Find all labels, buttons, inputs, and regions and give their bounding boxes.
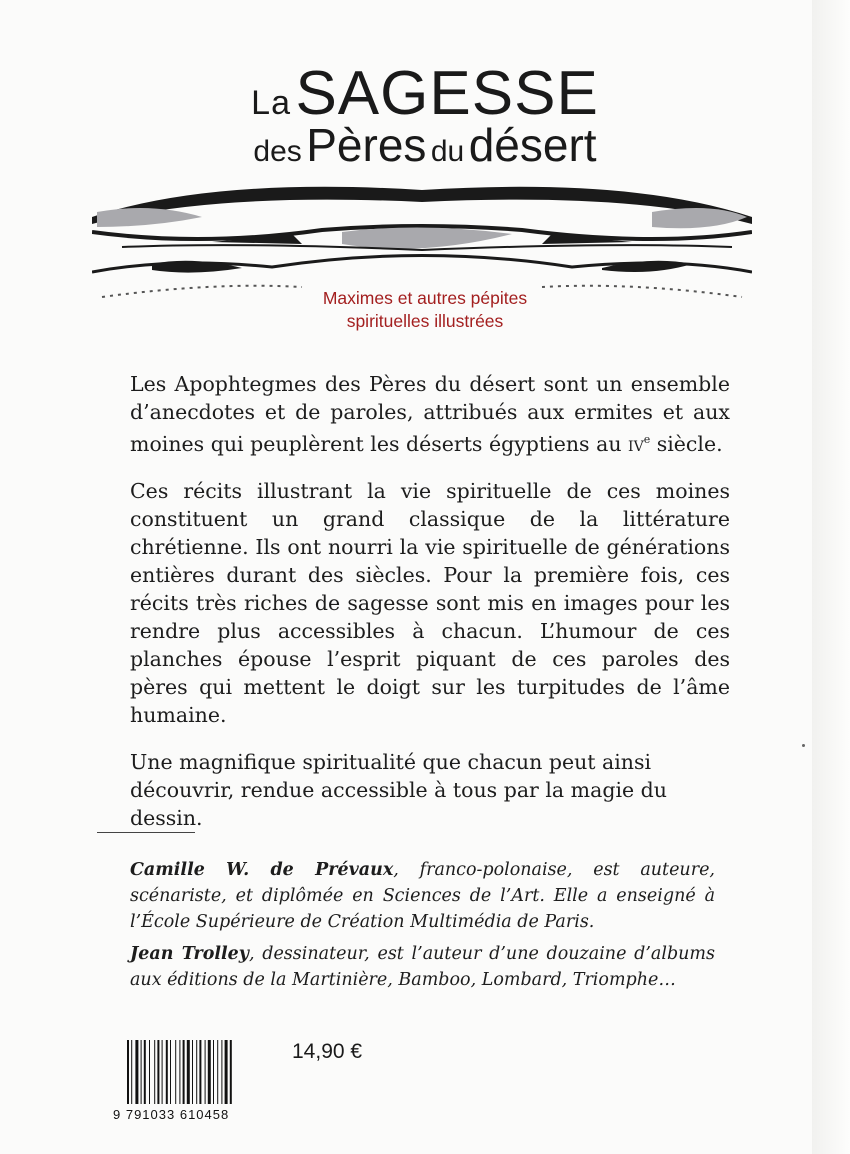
subtitle-line-1: Maximes et autres pépites — [322, 288, 528, 308]
title-word-du: du — [430, 135, 465, 168]
title-line-1 — [0, 58, 850, 128]
barcode — [125, 1040, 265, 1112]
speck — [802, 744, 805, 747]
page-edge-shadow — [812, 0, 850, 1154]
divider — [97, 832, 195, 833]
title-word-peres: Pères — [306, 119, 427, 171]
title-word-desert: désert — [468, 119, 597, 171]
author-bios — [130, 857, 715, 999]
paragraph-1-text: Les Apophtegmes des Pères du désert sont un ensemble d’anecdotes et de paroles, attribués aux ermites et aux moines qui peuplèrent les déserts égyptiens au — [130, 372, 730, 456]
description-text — [130, 370, 730, 851]
author-2-text: , dessinateur, est l’auteur d’une douzaine d’albums aux éditions de la Martinière, Bamboo, Lombard, Triomphe… — [130, 944, 715, 990]
description-paragraph-2: Ces récits illustrant la vie spirituelle de ces moines constituent un grand classique de la littérature chrétienne. Ils ont nourri la vie spirituelle de générations entières durant des siècles. Pour la première fois, ces récits très riches de sagesse sont mis en images pour les rendre plus accessibles à chacun. L’humour de ces planches épouse l’esprit piquant de ces paroles des pères qui mettent le doigt sur les turpitudes de l’âme humaine. — [130, 478, 730, 727]
title-word-des: des — [253, 135, 302, 168]
author-1-text: , franco-polonaise, est auteure, scénariste, et diplômée en Sciences de l’Art. Elle a enseigné à l’École Supérieure de Création Multimédia de Paris. — [130, 860, 715, 932]
century-superscript: e — [643, 433, 651, 446]
title-word-sagesse: SAGESSE — [295, 59, 599, 128]
bio-author-1 — [130, 857, 715, 935]
century-numeral: iv — [628, 431, 644, 456]
paragraph-1-end: siècle. — [650, 431, 723, 456]
bio-author-2 — [130, 941, 715, 993]
description-paragraph-3: Une magnifique spiritualité que chacun peut ainsi découvrir, rendue accessible à tous par la magie du dessin. — [130, 749, 667, 830]
description-paragraph-1 — [130, 370, 730, 458]
title-word-la: La — [251, 84, 291, 122]
title-line-2 — [0, 118, 850, 171]
subtitle — [250, 287, 600, 333]
isbn-number: 9 791033 610458 — [113, 1107, 230, 1122]
price: 14,90 € — [292, 1040, 363, 1063]
author-1-name: Camille W. de Prévaux — [130, 860, 394, 880]
author-2-name: Jean Trolley — [130, 944, 249, 964]
subtitle-line-2: spirituelles illustrées — [346, 311, 504, 331]
